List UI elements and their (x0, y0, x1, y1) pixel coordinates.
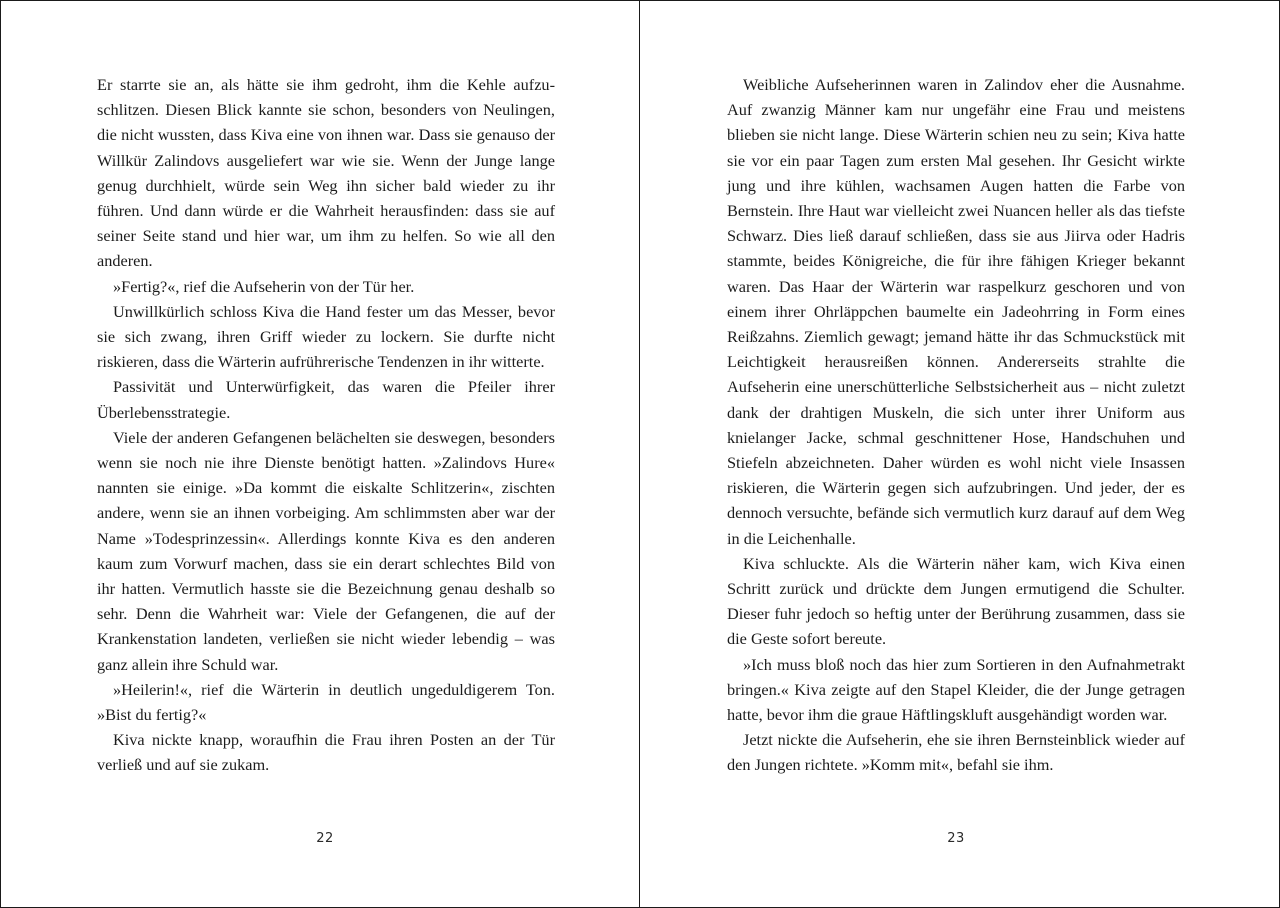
paragraph: Passivität und Unterwürfigkeit, das waren die Pfeiler ihrer Überlebensstrategie. (97, 377, 555, 422)
paragraph: Viele der anderen Gefangenen belächelten sie deswegen, besonders wenn sie noch nie ihre Dienste benötigt hatten. »Zalindovs Hure« nannten sie einige. »Da kommt die eiskalte Schlitzerin«, zischten andere, wenn sie an ihnen vorbeiging. Am schlimmsten aber war der Name »Todesprinzessin«. Allerdings konnte Kiva es den anderen kaum zum Vorwurf machen, dass sie ein derart schlechtes Bild von ihr hatten. Vermutlich hasste sie die Bezeichnung genau deshalb so sehr. Denn die Wahrheit war: Viele der Gefangenen, die auf der Krankenstation landeten, verließen sie nicht wieder lebendig – was ganz allein ihre Schuld war. (97, 427, 555, 674)
paragraph: Er starrte sie an, als hätte sie ihm gedroht, ihm die Kehle aufzuschlitzen. Diesen Blick kannte sie schon, besonders von Neulingen, die nicht wussten, dass Kiva eine von ihnen war. Dass sie genauso der Willkür Zalindovs ausgeliefert war wie sie. Wenn der Junge lange genug durchhielt, würde sein Weg ihn sicher bald wieder zu ihr führen. Und dann würde er die Wahrheit herausfinden: dass sie auf seiner Seite stand und hier war, um ihm zu helfen. So wie all den anderen. (97, 75, 555, 271)
paragraph: »Heilerin!«, rief die Wärterin in deutlich ungeduldigerem Ton. »Bist du fertig?« (97, 679, 555, 725)
left-page-text (97, 72, 555, 778)
paragraph: »Fertig?«, rief die Aufseherin von der Tür her. (113, 276, 415, 296)
paragraph: Jetzt nickte die Aufseherin, ehe sie ihren Bernsteinblick wieder auf den Jungen richtete. »Komm mit«, befahl sie ihm. (727, 730, 1185, 775)
page-gutter (639, 1, 640, 907)
paragraph: Kiva nickte knapp, woraufhin die Frau ihren Posten an der Tür verließ und auf sie zukam. (97, 730, 555, 775)
paragraph: Kiva schluckte. Als die Wärterin näher kam, wich Kiva einen Schritt zurück und drückte dem Jungen ermutigend die Schulter. Dieser fuhr jedoch so heftig unter der Berührung zusammen, dass sie die Geste sofort bereute. (727, 553, 1185, 649)
page-number-right: 23 (947, 831, 965, 846)
paragraph: Weibliche Aufseherinnen waren in Zalindov eher die Ausnahme. Auf zwanzig Männer kam nur ungefähr eine Frau und meistens blieben sie nicht lange. Diese Wärterin schien neu zu sein; Kiva hatte sie vor ein paar Tagen zum ersten Mal gesehen. Ihr Gesicht wirkte jung und ihre kühlen, wachsamen Augen hatten die Farbe von Bernstein. Ihre Haut war vielleicht zwei Nuancen heller als das tiefste Schwarz. Dies ließ darauf schließen, dass sie aus Jiirva oder Hadris stammte, beides Königreiche, die für ihre fähigen Krieger bekannt waren. Das Haar der Wärterin war raspelkurz geschoren und von einem ihrer Ohrläppchen baumelte ein Jadeohrring in Form eines Reißzahns. Ziemlich gewagt; jemand hätte ihr das Schmuckstück mit Leichtigkeit herausreißen können. Andererseits strahlte die Aufseherin eine unerschütterliche Selbstsicherheit aus – nicht zuletzt dank der drahtigen Muskeln, die sich unter ihrer Uniform aus knielanger Jacke, schmal geschnittener Hose, Handschuhen und Stiefeln abzeichneten. Daher würden es wohl nicht viele Insassen riskieren, die Wärterin gegen sich aufzubringen. Und jeder, der es dennoch versuchte, befände sich vermutlich kurz darauf auf dem Weg in die Leichenhalle. (727, 75, 1185, 548)
right-page-text (727, 72, 1185, 778)
page-number-left: 22 (316, 831, 334, 846)
paragraph: »Ich muss bloß noch das hier zum Sortieren in den Aufnahmetrakt bringen.« Kiva zeigte auf den Stapel Kleider, die der Junge getragen hatte, bevor ihm die graue Häftlingskluft ausgehändigt worden war. (727, 654, 1185, 725)
paragraph: Unwillkürlich schloss Kiva die Hand fester um das Messer, bevor sie sich zwang, ihren Griff wieder zu lockern. Sie durfte nicht riskieren, dass die Wärterin aufrührerische Tendenzen in ihr witterte. (97, 301, 555, 372)
